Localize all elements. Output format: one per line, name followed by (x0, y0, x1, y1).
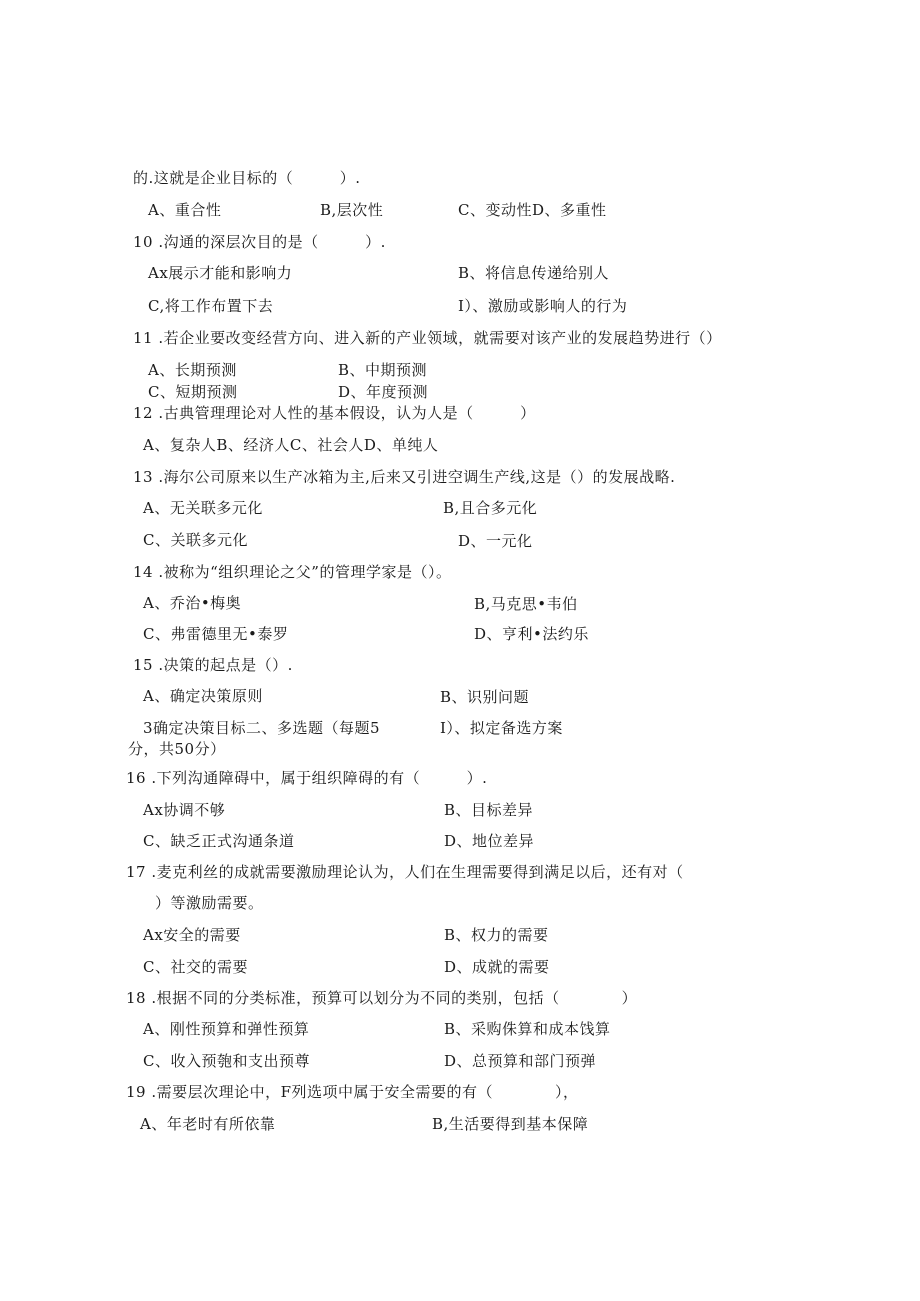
q9-option-b: B,层次性 (320, 201, 384, 219)
q9-stem-tail: 的.这就是企业目标的（ ）. (133, 169, 361, 187)
q14-option-b: B,马克思•韦伯 (474, 595, 578, 613)
q12-stem: 12 .古典管理理论对人性的基本假设，认为人是（ ） (133, 404, 536, 422)
q16-option-c: C、缺乏正式沟通条道 (143, 832, 295, 850)
q14-option-d: D、亨利•法约乐 (474, 625, 589, 643)
q18-stem: 18 .根据不同的分类标准，预算可以划分为不同的类别，包括（ ） (126, 989, 638, 1007)
q11-option-a: A、长期预测 (148, 361, 237, 379)
q17-stem: 17 .麦克利丝的成就需要激励理论认为，人们在生理需要得到满足以后，还有对（ (126, 863, 684, 881)
q14-option-c: C、弗雷德里无•泰罗 (143, 625, 289, 643)
q11-stem: 11 .若企业要改变经营方向、进入新的产业领域，就需要对该产业的发展趋势进行（） (133, 329, 722, 347)
q13-option-c: C、关联多元化 (143, 531, 248, 549)
q17-option-c: C、社交的需要 (143, 958, 248, 976)
q15-stem: 15 .决策的起点是（）. (133, 656, 293, 674)
q13-option-a: A、无关联多元化 (143, 499, 263, 517)
q12-options: A、复杂人B、经济人C、社会人D、单纯人 (143, 436, 439, 454)
q14-stem: 14 .被称为“组织理论之父”的管理学家是（）。 (133, 563, 452, 581)
q13-stem: 13 .海尔公司原来以生产冰箱为主,后来又引进空调生产线,这是（）的发展战略. (133, 468, 676, 486)
q18-option-d: D、总预算和部门预弹 (444, 1052, 597, 1070)
q19-option-a: A、年老时有所依靠 (140, 1115, 276, 1133)
q17-option-b: B、权力的需要 (444, 926, 549, 944)
q11-option-d: D、年度预测 (338, 383, 429, 401)
q14-option-a: A、乔治•梅奥 (143, 594, 242, 612)
q16-option-d: D、地位差异 (444, 832, 535, 850)
q9-option-cd: C、变动性D、多重性 (458, 201, 607, 219)
q11-option-c: C、短期预测 (148, 383, 238, 401)
q13-option-d: D、一元化 (458, 532, 533, 550)
q17-option-a: Ax安全的需要 (143, 926, 241, 944)
q16-option-b: B、目标差异 (444, 801, 534, 819)
q15-option-b: B、识别问题 (440, 688, 530, 706)
q10-option-b: B、将信息传递给别人 (458, 264, 610, 282)
q19-stem: 19 .需要层次理论中，F列选项中属于安全需要的有（ ）， (126, 1083, 579, 1101)
q18-option-c: C、收入预匏和支出预尊 (143, 1052, 310, 1070)
q16-stem: 16 .下列沟通障碍中，属于组织障碍的有（ ）. (126, 769, 488, 787)
q9-option-a: A、重合性 (148, 201, 222, 219)
section-heading-cont: 分，共50分） (128, 740, 226, 758)
q11-option-b: B、中期预测 (338, 361, 428, 379)
q10-option-c: C,将工作布置下去 (148, 297, 274, 315)
q15-option-c-section-heading: 3确定决策目标二、多选题（每题5 (143, 719, 381, 737)
q18-option-a: A、刚性预算和弹性预算 (143, 1020, 310, 1038)
q10-option-d: I）、激励或影响人的行为 (458, 297, 628, 315)
q15-option-a: A、确定决策原则 (143, 687, 263, 705)
q18-option-b: B、采购侏算和成本饯算 (444, 1020, 611, 1038)
q10-option-a: Ax展示才能和影响力 (148, 264, 293, 282)
q13-option-b: B,且合多元化 (443, 499, 538, 517)
q17-stem-cont: ）等激励需要。 (155, 894, 264, 912)
q15-option-d: I）、拟定备选方案 (440, 719, 563, 737)
q10-stem: 10 .沟通的深层次目的是（ ）. (133, 233, 386, 251)
q16-option-a: Ax协调不够 (143, 801, 226, 819)
q19-option-b: B,生活要得到基本保障 (432, 1115, 589, 1133)
q17-option-d: D、成就的需要 (444, 958, 550, 976)
